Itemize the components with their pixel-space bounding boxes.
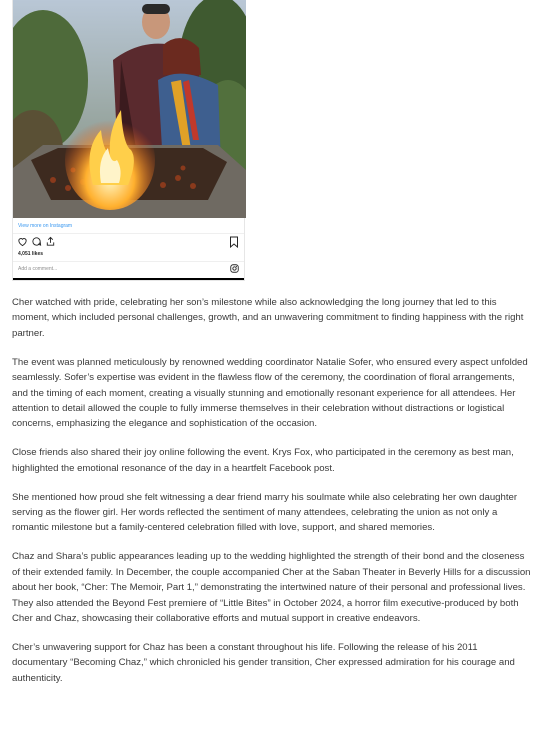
instagram-photo[interactable]	[13, 0, 246, 218]
bookmark-icon[interactable]	[229, 236, 239, 248]
action-bar	[17, 236, 56, 248]
add-comment-input[interactable]: Add a comment...	[18, 266, 58, 272]
share-icon[interactable]	[45, 236, 56, 247]
article-paragraph: Close friends also shared their joy online following the event. Krys Fox, who participated in the ceremony as best man, highlighted the emotional resonance of the day in a heartfelt Facebook post.	[12, 447, 514, 474]
instagram-embed	[12, 0, 245, 281]
article-paragraph: She mentioned how proud she felt witnessing a dear friend marry his soulmate while also celebrating her own daughter serving as the flower girl. Her words reflected the sentiment of many attendees, celebrating the union as not only a romantic milestone but a family-centered celebration filled with love, support, and shared memories.	[12, 491, 518, 534]
article-paragraph: Cher’s unwavering support for Chaz has been a constant throughout his life. Following the release of his 2011 documentary “Becoming Chaz,” which chronicled his gender transition, Cher expressed admiration for his courage and authenticity.	[12, 641, 515, 684]
view-more-on-instagram-link[interactable]: View more on Instagram	[18, 223, 73, 229]
article-paragraph: Cher watched with pride, celebrating her son’s milestone while also acknowledging the long journey that led to this moment, which included personal challenges, growth, and an unwavering commitment to finding happiness with the right partner.	[12, 297, 524, 339]
divider	[13, 233, 244, 234]
likes-count: 4,051 likes	[18, 251, 44, 257]
instagram-logo-icon[interactable]	[230, 264, 239, 273]
article-body	[12, 295, 532, 700]
divider	[13, 261, 244, 262]
comment-icon[interactable]	[31, 236, 42, 247]
embed-bottom-border	[13, 278, 244, 280]
article-paragraph: Chaz and Shara’s public appearances leading up to the wedding highlighted the strength of their bond and the closeness of their extended family. In December, the couple accompanied Cher at the Saban Theater in Beverly Hills for a discussion about her book, “Cher: The Memoir, Part 1,” demonstrating the intertwined nature of their personal and professional lives. They also attended the Beyond Fest premiere of “Little Bites” in October 2024, a horror film executive-produced by both Cher and Chaz, showcasing their collaborative efforts and mutual support in creative endeavors.	[12, 551, 531, 624]
article-paragraph: The event was planned meticulously by renowned wedding coordinator Natalie Sofer, who ensured every aspect unfolded seamlessly. Sofer’s expertise was evident in the flawless flow of the ceremony, the coordination of floral arrangements, and the timing of each moment, creating a visually stunning and emotionally resonant experience for all attendees. Her attention to detail allowed the couple to fully immerse themselves in their celebration without distractions or logistical concerns, emphasizing the elegance and sophistication of the occasion.	[12, 356, 528, 430]
heart-icon[interactable]	[17, 236, 28, 247]
